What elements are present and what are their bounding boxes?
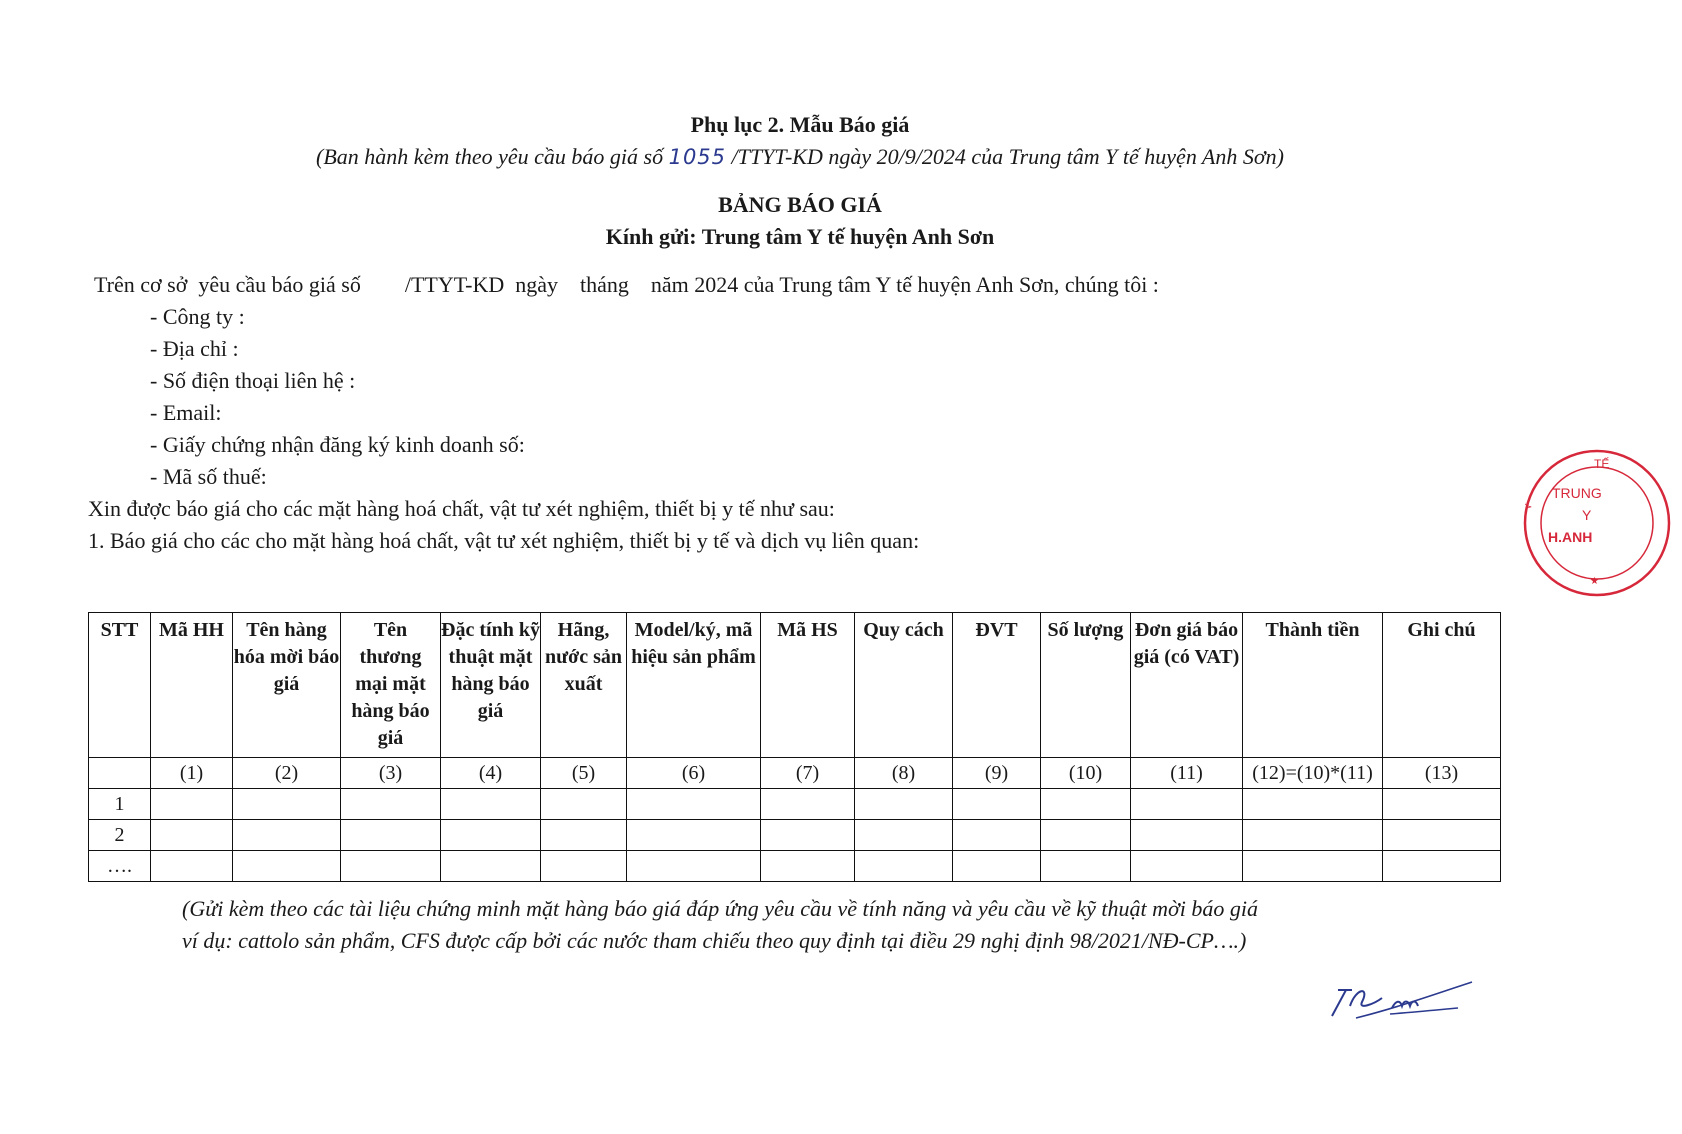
empty-cell <box>953 851 1041 882</box>
empty-cell <box>541 820 627 851</box>
subtitle-text-after: /TTYT-KD ngày 20/9/2024 của Trung tâm Y tế huyện Anh Sơn) <box>726 144 1284 169</box>
empty-cell <box>1041 851 1131 882</box>
numbering-cell: (1) <box>151 758 233 789</box>
svg-text:★: ★ <box>1590 576 1599 587</box>
header-packing: Quy cách <box>855 613 953 758</box>
empty-cell <box>1243 851 1383 882</box>
empty-cell <box>627 820 761 851</box>
stamp-text-y: Y <box>1582 507 1592 523</box>
empty-cell <box>855 851 953 882</box>
header-item-name: Tên hàng hóa mời báo giá <box>233 613 341 758</box>
empty-cell <box>761 820 855 851</box>
row-number: 1 <box>89 789 151 820</box>
empty-cell <box>761 851 855 882</box>
company-field: - Công ty : <box>150 304 245 329</box>
empty-cell <box>1383 789 1501 820</box>
header-trade-name: Tên thương mại mặt hàng báo giá <box>341 613 441 758</box>
header-specifications: Đặc tính kỹ thuật mặt hàng báo giá <box>441 613 541 758</box>
empty-cell <box>233 789 341 820</box>
handwritten-request-number: 1055 <box>668 145 727 169</box>
table-row <box>89 820 1501 851</box>
signature-icon <box>1326 968 1476 1038</box>
intro-paragraph: Trên cơ sở yêu cầu báo giá số /TTYT-KD ngày tháng năm 2024 của Trung tâm Y tế huyện Anh Sơn, chúng tôi : <box>94 272 1159 297</box>
document-title: Phụ lục 2. Mẫu Báo giá <box>690 112 910 137</box>
subtitle-text-before: (Ban hành kèm theo yêu cầu báo giá số <box>316 144 669 169</box>
tax-code-field: - Mã số thuế: <box>150 464 267 489</box>
header-stt: STT <box>89 613 151 758</box>
empty-cell <box>151 851 233 882</box>
empty-cell <box>151 789 233 820</box>
empty-cell <box>953 820 1041 851</box>
empty-cell <box>541 789 627 820</box>
stamp-text-name: TRUNG <box>1552 485 1602 501</box>
numbering-cell: (2) <box>233 758 341 789</box>
numbering-cell <box>89 758 151 789</box>
empty-cell <box>341 820 441 851</box>
attachment-note-line-2: ví dụ: cattolo sản phẩm, CFS được cấp bởi các nước tham chiếu theo quy định tại điều 29 nghị định 98/2021/NĐ-CP….) <box>182 928 1247 953</box>
empty-cell <box>341 851 441 882</box>
table-row <box>89 851 1501 882</box>
table-row <box>89 789 1501 820</box>
stamp-icon <box>1512 438 1682 608</box>
table-header-row <box>89 613 1501 758</box>
request-paragraph: Xin được báo giá cho các mặt hàng hoá chất, vật tư xét nghiệm, thiết bị y tế như sau: <box>88 496 835 521</box>
empty-cell <box>1131 851 1243 882</box>
stamp-text-place: H.ANH <box>1548 529 1593 545</box>
section-1-heading: 1. Báo giá cho các cho mặt hàng hoá chất, vật tư xét nghiệm, thiết bị y tế và dịch vụ liên quan: <box>88 528 920 553</box>
empty-cell <box>233 820 341 851</box>
numbering-cell: (13) <box>1383 758 1501 789</box>
empty-cell <box>627 789 761 820</box>
empty-cell <box>151 820 233 851</box>
recipient-line: Kính gửi: Trung tâm Y tế huyện Anh Sơn <box>605 224 995 249</box>
numbering-row <box>89 758 1501 789</box>
empty-cell <box>855 820 953 851</box>
numbering-cell: (11) <box>1131 758 1243 789</box>
empty-cell <box>1243 820 1383 851</box>
empty-cell <box>341 789 441 820</box>
empty-cell <box>1131 789 1243 820</box>
empty-cell <box>1131 820 1243 851</box>
phone-field: - Số điện thoại liên hệ : <box>150 368 356 393</box>
empty-cell <box>1041 820 1131 851</box>
numbering-cell: (4) <box>441 758 541 789</box>
row-number: 2 <box>89 820 151 851</box>
empty-cell <box>233 851 341 882</box>
empty-cell <box>1383 820 1501 851</box>
header-hs-code: Mã HS <box>761 613 855 758</box>
empty-cell <box>441 820 541 851</box>
business-license-field: - Giấy chứng nhận đăng ký kinh doanh số: <box>150 432 525 457</box>
quote-table <box>88 612 1501 882</box>
header-notes: Ghi chú <box>1383 613 1501 758</box>
header-manufacturer: Hãng, nước sản xuất <box>541 613 627 758</box>
header-model: Model/ký, mã hiệu sản phẩm <box>627 613 761 758</box>
document-subtitle <box>0 144 1600 170</box>
numbering-cell: (5) <box>541 758 627 789</box>
header-unit-price: Đơn giá báo giá (có VAT) <box>1131 613 1243 758</box>
empty-cell <box>1243 789 1383 820</box>
email-field: - Email: <box>150 400 222 425</box>
numbering-cell: (9) <box>953 758 1041 789</box>
attachment-note-line-1: (Gửi kèm theo các tài liệu chứng minh mặt hàng báo giá đáp ứng yêu cầu về tính năng và yêu cầu về kỹ thuật mời báo giá <box>182 896 1258 921</box>
svg-text:≻: ≻ <box>1524 502 1533 513</box>
address-field: - Địa chỉ : <box>150 336 239 361</box>
empty-cell <box>1041 789 1131 820</box>
empty-cell <box>953 789 1041 820</box>
numbering-cell: (6) <box>627 758 761 789</box>
numbering-cell: (7) <box>761 758 855 789</box>
header-quantity: Số lượng <box>1041 613 1131 758</box>
stamp-text-top: TẾ <box>1594 457 1610 471</box>
row-number: …. <box>89 851 151 882</box>
empty-cell <box>441 851 541 882</box>
empty-cell <box>1383 851 1501 882</box>
numbering-cell: (12)=(10)*(11) <box>1243 758 1383 789</box>
empty-cell <box>541 851 627 882</box>
numbering-cell: (8) <box>855 758 953 789</box>
empty-cell <box>627 851 761 882</box>
numbering-cell: (3) <box>341 758 441 789</box>
quote-heading: BẢNG BÁO GIÁ <box>718 192 882 217</box>
header-amount: Thành tiền <box>1243 613 1383 758</box>
numbering-cell: (10) <box>1041 758 1131 789</box>
empty-cell <box>441 789 541 820</box>
header-item-code: Mã HH <box>151 613 233 758</box>
header-unit: ĐVT <box>953 613 1041 758</box>
empty-cell <box>761 789 855 820</box>
empty-cell <box>855 789 953 820</box>
